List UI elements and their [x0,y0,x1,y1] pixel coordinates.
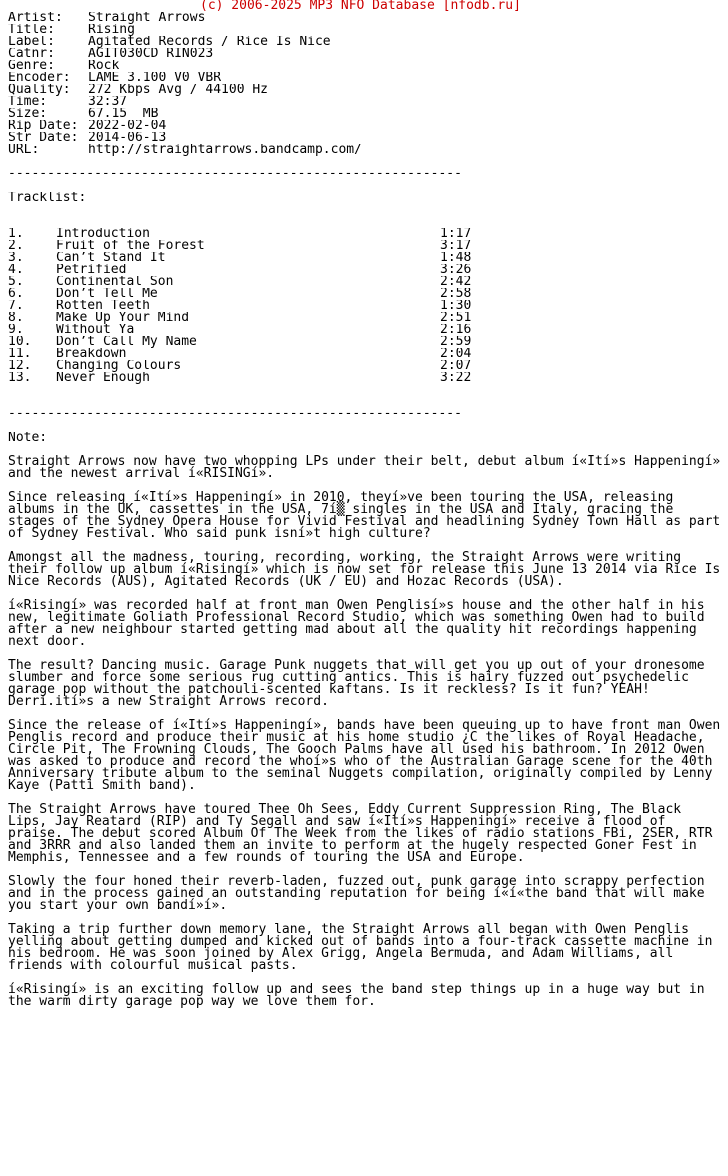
meta-key: Artist: [8,12,63,24]
track-number: 10. [8,336,32,348]
track-time: 3:17 [440,240,472,252]
track-row [8,276,724,288]
meta-value: Agitated Records / Rice Is Nice [88,36,331,48]
meta-key: Size: [8,108,48,120]
meta-value: LAME 3.100 V0 VBR [88,72,222,84]
track-number: 12. [8,360,32,372]
meta-row-quality [8,84,724,96]
track-time: 2:51 [440,312,472,324]
meta-key: Title: [8,24,55,36]
meta-value: AGIT030CD RIN023 [88,48,214,60]
track-row [8,264,724,276]
note-paragraph: The Straight Arrows have toured Thee Oh Sees, Eddy Current Suppression Ring, The Black Lips, Jay Reatard (RIP) and Ty Segall and saw í«Ití»s Happeningí» receive a flood of praise. The debut scored Album Of The Week from the likes of radio stations FBi, 2SER, RTR and 3RRR and also landed them an invite to perform at the hugely respected Goner Fest in Memphis, Tennessee and a few rounds of touring the USA and Europe. [8,802,713,865]
meta-value: Straight Arrows [88,12,206,24]
note-paragraph: í«Risingí» is an exciting follow up and sees the band step things up in a huge way but in the warm dirty garage pop way we love them for. [8,982,705,1009]
track-number: 11. [8,348,32,360]
note-heading: Note: [8,432,48,444]
track-title: Make Up Your Mind [56,312,190,324]
release-url: http://straightarrows.bandcamp.com/ [88,144,362,156]
meta-value: 2014-06-13 [88,132,167,144]
track-time: 2:58 [440,288,472,300]
release-info [8,12,724,156]
track-title: Fruit of the Forest [56,240,205,252]
meta-value: Rising [88,24,135,36]
track-row [8,324,724,336]
track-title: Continental Son [56,276,174,288]
track-title: Don’t Tell Me [56,288,158,300]
track-row [8,300,724,312]
track-row [8,336,724,348]
track-row [8,288,724,300]
track-time: 3:26 [440,264,472,276]
track-number: 13. [8,372,32,384]
meta-key: Genre: [8,60,55,72]
meta-row-genre [8,60,724,72]
nfo-document [8,0,724,1008]
track-row [8,360,724,372]
track-number: 7. [8,300,24,312]
note-paragraph: Amongst all the madness, touring, recording, working, the Straight Arrows were writing their follow up album í«Risingí» which is now set for release this June 13 2014 via Rice Is Nice Records (AUS), Agitated Records (UK / EU) and Hozac Records (USA). [8,550,721,589]
track-time: 1:17 [440,228,472,240]
meta-value: 67.15 MB [88,108,159,120]
track-time: 1:30 [440,300,472,312]
meta-row-time [8,96,724,108]
meta-row-url [8,144,724,156]
track-time: 2:59 [440,336,472,348]
meta-row-artist [8,12,724,24]
note-paragraph: Slowly the four honed their reverb-laden, fuzzed out, punk garage into scrappy perfection and in the process gained an outstanding reputation for being í«í«the band that will make you start your own bandí»í». [8,874,705,913]
track-number: 2. [8,240,24,252]
meta-key: Rip Date: [8,120,79,132]
track-title: Rotten Teeth [56,300,150,312]
meta-value: Rock [88,60,120,72]
track-title: Petrified [56,264,127,276]
track-row [8,312,724,324]
track-time: 3:22 [440,372,472,384]
meta-key: Str Date: [8,132,79,144]
track-title: Without Ya [56,324,135,336]
track-number: 6. [8,288,24,300]
meta-row-title [8,24,724,36]
meta-row-catnr [8,48,724,60]
track-number: 5. [8,276,24,288]
track-time: 2:07 [440,360,472,372]
site-header: (c) 2006-2025 MP3 NFO Database [nfodb.ru] [200,0,521,12]
meta-value: 272 Kbps Avg / 44100 Hz [88,84,269,96]
meta-key: Time: [8,96,48,108]
track-title: Don’t Call My Name [56,336,197,348]
meta-row-size [8,108,724,120]
meta-row-encoder [8,72,724,84]
meta-row-rip-date [8,120,724,132]
notes [8,456,724,1008]
meta-row-str-date [8,132,724,144]
track-title: Breakdown [56,348,127,360]
track-time: 2:04 [440,348,472,360]
track-title: Changing Colours [56,360,182,372]
meta-key: Label: [8,36,55,48]
track-number: 4. [8,264,24,276]
tracklist-heading: Tracklist: [8,192,87,204]
separator: ---------------------------------------------------------- [8,168,462,180]
track-number: 3. [8,252,24,264]
track-row [8,240,724,252]
note-paragraph: Taking a trip further down memory lane, the Straight Arrows all began with Owen Penglis yelling about getting dumped and kicked out of bands into a four-track cassette machine in his bedroom. He was soon joined by Alex Grigg, Angela Bermuda, and Adam Williams, all friends with colourful musical pasts. [8,922,713,973]
note-paragraph: The result? Dancing music. Garage Punk nuggets that will get you up out of your dronesome slumber and force some serious rug cutting antics. This is hairy fuzzed out psychedelic garage pop without the patchouli-scented kaftans. Is it reckless? Is it fun? YEAH! Derrí.ití»s a new Straight Arrows record. [8,658,705,709]
track-title: Never Enough [56,372,150,384]
track-number: 1. [8,228,24,240]
meta-value: 2022-02-04 [88,120,167,132]
note-paragraph: Straight Arrows now have two whopping LPs under their belt, debut album í«Ití»s Happeningí» and the newest arrival í«RISINGí». [8,454,721,481]
note-paragraph: Since releasing í«Ití»s Happeningí» in 2010, theyí»ve been touring the USA, releasing albums in the UK, cassettes in the USA, 7í▒ singles in the USA and Italy, gracing the stages of the Sydney Opera House for Vivid Festival and headlining Sydney Town Hall as part of Sydney Festival. Who said punk isní»t high culture? [8,490,721,541]
tracklist [8,228,724,384]
track-title: Can’t Stand It [56,252,166,264]
note-paragraph: í«Risingí» was recorded half at front man Owen Penglisí»s house and the other half in his new, legitimate Goliath Professional Record Studio, which was something Owen had to build after a new neighbour started getting mad about all the quality hit recordings happening next door. [8,598,705,649]
track-row [8,348,724,360]
track-time: 2:16 [440,324,472,336]
track-title: Introduction [56,228,150,240]
meta-key: Catnr: [8,48,55,60]
track-number: 9. [8,324,24,336]
note-paragraph: Since the release of í«Ití»s Happeningí», bands have been queuing up to have front man Owen Penglis record and produce their music at his home studio ¿C the likes of Royal Headache, Circle Pit, The Frowning Clouds, The Gooch Palms have all used his bathroom. In 2012 Owen was asked to produce and record the whoí»s who of the Australian Garage scene for the 40th Anniversary tribute album to the seminal Nuggets compilation, originally compiled by Lenny Kaye (Patti Smith band). [8,718,721,793]
meta-row-label [8,36,724,48]
separator: ---------------------------------------------------------- [8,408,462,420]
track-row [8,228,724,240]
track-row [8,252,724,264]
meta-key: Quality: [8,84,71,96]
track-time: 2:42 [440,276,472,288]
meta-value: 32:37 [88,96,128,108]
track-number: 8. [8,312,24,324]
track-time: 1:48 [440,252,472,264]
meta-key: URL: [8,144,40,156]
track-row [8,372,724,384]
meta-key: Encoder: [8,72,71,84]
